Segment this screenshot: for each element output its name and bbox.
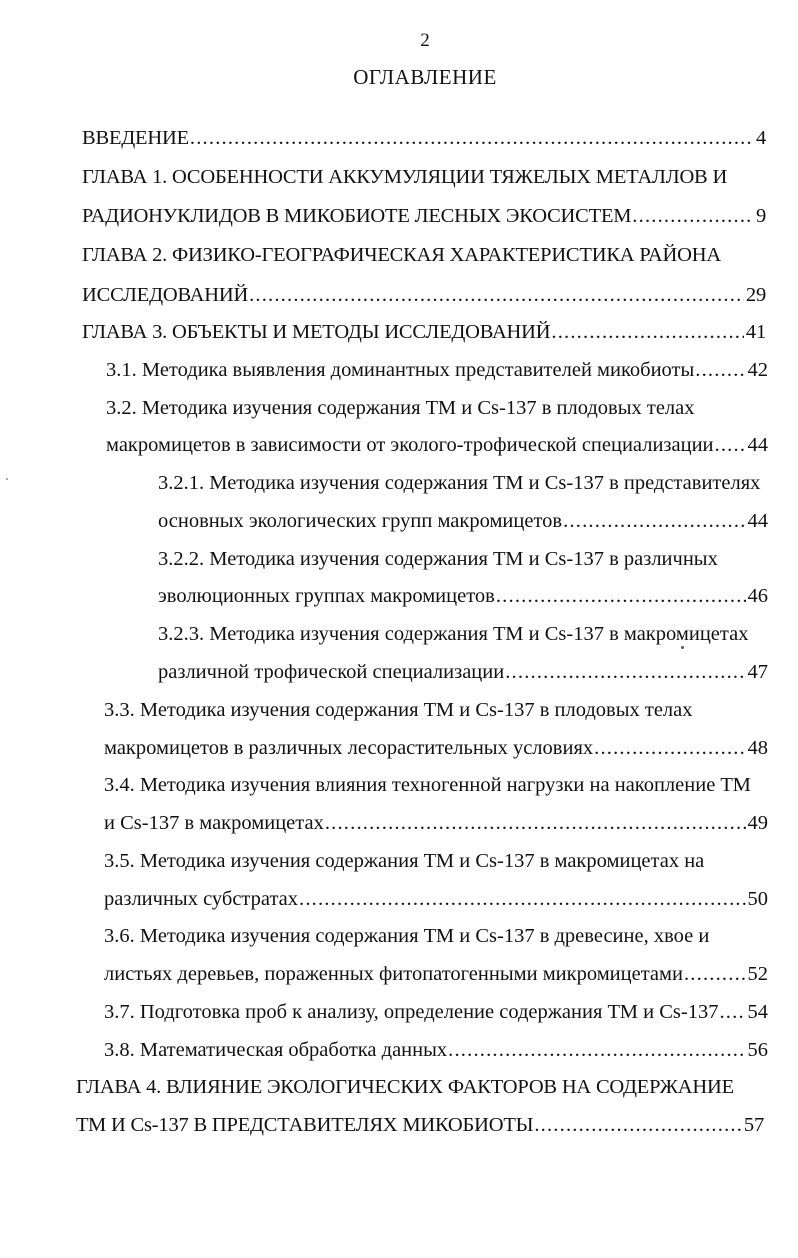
toc-entry-title: ИССЛЕДОВАНИЙ xyxy=(82,284,249,306)
toc-dot-leader xyxy=(715,431,746,459)
toc-entry-chapter-4-continued[interactable] xyxy=(76,1111,764,1139)
toc-entry-title: 3.2. Методика изучения содержания ТМ и Cs-137 в плодовых телах xyxy=(106,397,695,419)
toc-dot-leader xyxy=(249,281,744,309)
toc-page-number: 56 xyxy=(747,1039,768,1061)
toc-entry-title: РАДИОНУКЛИДОВ В МИКОБИОТЕ ЛЕСНЫХ ЭКОСИСТЕМ xyxy=(82,205,632,227)
toc-dot-leader xyxy=(448,1036,745,1064)
toc-entry-title: эволюционных группах макромицетов xyxy=(158,585,495,607)
toc-page-number: 44 xyxy=(747,510,768,532)
toc-dot-leader xyxy=(719,998,745,1026)
toc-entry-chapter-2[interactable] xyxy=(82,241,782,269)
toc-entry-title: основных экологических групп макромицетов xyxy=(158,510,563,532)
toc-dot-leader xyxy=(325,809,746,837)
toc-page-number: 41 xyxy=(745,321,766,343)
toc-entry-title: 3.7. Подготовка проб к анализу, определение содержания ТМ и Cs-137 xyxy=(104,1001,719,1023)
toc-entry-title: ГЛАВА 3. ОБЪЕКТЫ И МЕТОДЫ ИССЛЕДОВАНИЙ xyxy=(82,321,551,343)
toc-entry-title: различной трофической специализации xyxy=(158,661,505,683)
toc-entry-title: листьях деревьев, пораженных фитопатогенными микромицетами xyxy=(104,963,683,985)
toc-page-number: 57 xyxy=(743,1114,764,1136)
toc-entry-title: ТМ И Cs-137 В ПРЕДСТАВИТЕЛЯХ МИКОБИОТЫ xyxy=(76,1114,534,1136)
toc-page-number: 46 xyxy=(747,585,768,607)
toc-entry-section-3-2-2-continued[interactable] xyxy=(158,582,768,610)
toc-entry-title: 3.8. Математическая обработка данных xyxy=(104,1039,448,1061)
toc-entry-title: 3.6. Методика изучения содержания ТМ и Cs-137 в древесине, хвое и xyxy=(104,925,710,947)
toc-entry-title: 3.5. Методика изучения содержания ТМ и Cs-137 в макромицетах на xyxy=(104,850,705,872)
toc-entry-title: ГЛАВА 4. ВЛИЯНИЕ ЭКОЛОГИЧЕСКИХ ФАКТОРОВ НА СОДЕРЖАНИЕ xyxy=(76,1076,734,1098)
toc-page-number: 42 xyxy=(747,359,768,381)
toc-dot-leader xyxy=(695,356,745,384)
toc-entry-section-3-3-continued[interactable] xyxy=(104,734,768,762)
toc-dot-leader xyxy=(496,582,746,610)
toc-entry-title: 3.4. Методика изучения влияния техногенной нагрузки на накопление ТМ xyxy=(104,774,751,796)
toc-entry-section-3-2[interactable] xyxy=(106,394,776,422)
toc-entry-chapter-3[interactable] xyxy=(82,318,766,346)
toc-entry-section-3-1[interactable] xyxy=(106,356,768,384)
toc-page-number: 54 xyxy=(747,1001,768,1023)
toc-entry-section-3-2-continued[interactable] xyxy=(106,431,768,459)
toc-entry-section-3-3[interactable] xyxy=(104,696,774,724)
scan-speck xyxy=(681,646,684,649)
toc-entry-section-3-5-continued[interactable] xyxy=(104,885,768,913)
toc-page-number: 50 xyxy=(747,888,768,910)
toc-dot-leader xyxy=(632,202,754,230)
toc-entry-section-3-6-continued[interactable] xyxy=(104,960,768,988)
toc-entry-section-3-2-1[interactable] xyxy=(158,469,778,497)
toc-dot-leader xyxy=(534,1111,742,1139)
toc-entry-title: макромицетов в различных лесорастительных условиях xyxy=(104,737,594,759)
toc-page-number: 4 xyxy=(755,127,766,149)
toc-page-number: 47 xyxy=(747,661,768,683)
page-number: 2 xyxy=(420,30,430,51)
toc-entry-section-3-2-3-continued[interactable] xyxy=(158,658,768,686)
toc-entry-title: ГЛАВА 2. ФИЗИКО-ГЕОГРАФИЧЕСКАЯ ХАРАКТЕРИСТИКА РАЙОНА xyxy=(82,244,721,266)
toc-entry-title: 3.3. Методика изучения содержания ТМ и Cs-137 в плодовых телах xyxy=(104,699,693,721)
toc-dot-leader xyxy=(190,124,754,152)
toc-dot-leader xyxy=(299,885,746,913)
toc-entry-section-3-8[interactable] xyxy=(104,1036,768,1064)
toc-entry-chapter-1-continued[interactable] xyxy=(82,202,766,230)
toc-entry-title: различных субстратах xyxy=(104,888,298,910)
toc-entry-section-3-6[interactable] xyxy=(104,922,774,950)
toc-entry-section-3-2-3[interactable] xyxy=(158,620,778,648)
toc-page-number: 9 xyxy=(755,205,766,227)
toc-entry-title: и Cs-137 в макромицетах xyxy=(104,812,324,834)
toc-entry-section-3-2-2[interactable] xyxy=(158,545,778,573)
toc-entry-section-3-5[interactable] xyxy=(104,847,774,875)
toc-page-number: 49 xyxy=(747,812,768,834)
toc-dot-leader xyxy=(594,734,745,762)
toc-entry-section-3-2-1-continued[interactable] xyxy=(158,507,768,535)
toc-entry-title: ВВЕДЕНИЕ xyxy=(82,127,189,149)
toc-title: ОГЛАВЛЕНИЕ xyxy=(353,65,497,89)
toc-entry-title: макромицетов в зависимости от эколого-трофической специализации xyxy=(106,434,714,456)
toc-entry-chapter-2-continued[interactable] xyxy=(82,281,766,309)
toc-entry-chapter-4[interactable] xyxy=(76,1073,786,1101)
toc-dot-leader xyxy=(684,960,746,988)
toc-entry-title: ГЛАВА 1. ОСОБЕННОСТИ АККУМУЛЯЦИИ ТЯЖЕЛЫХ МЕТАЛЛОВ И xyxy=(82,166,728,188)
toc-entry-introduction[interactable] xyxy=(82,124,766,152)
toc-entry-section-3-4-continued[interactable] xyxy=(104,809,768,837)
toc-dot-leader xyxy=(563,507,745,535)
toc-page-number: 52 xyxy=(747,963,768,985)
scan-speck xyxy=(6,478,8,480)
toc-dot-leader xyxy=(505,658,745,686)
toc-entry-title: 3.2.1. Методика изучения содержания ТМ и Cs-137 в представителях xyxy=(158,472,761,494)
toc-page-number: 29 xyxy=(745,284,766,306)
toc-entry-section-3-7[interactable] xyxy=(104,998,768,1026)
toc-entry-section-3-4[interactable] xyxy=(104,771,784,799)
toc-dot-leader xyxy=(551,318,744,346)
toc-entry-title: 3.2.3. Методика изучения содержания ТМ и Cs-137 в макромицетах xyxy=(158,623,749,645)
toc-entry-title: 3.2.2. Методика изучения содержания ТМ и Cs-137 в различных xyxy=(158,548,718,570)
toc-entry-title: 3.1. Методика выявления доминантных представителей микобиоты xyxy=(106,359,695,381)
toc-page-number: 44 xyxy=(747,434,768,456)
toc-entry-chapter-1[interactable] xyxy=(82,163,782,191)
toc-page-number: 48 xyxy=(747,737,768,759)
